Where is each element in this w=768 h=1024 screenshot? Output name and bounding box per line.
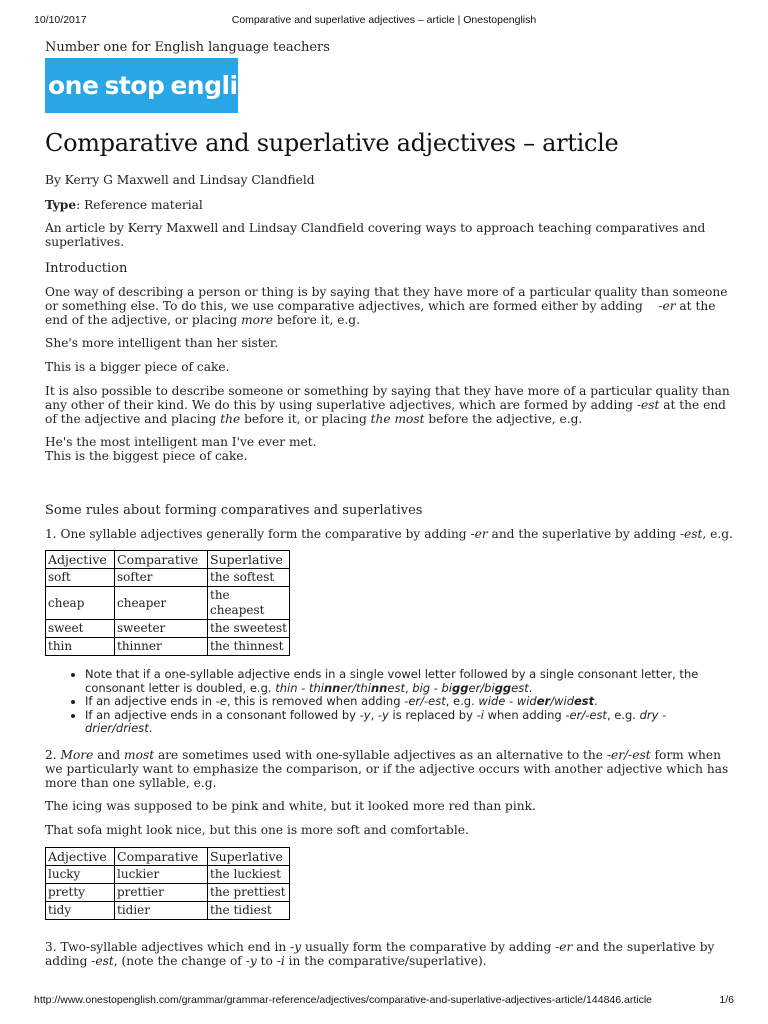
text: er/thi	[340, 680, 371, 695]
logo-word-stop: stop	[104, 71, 165, 100]
text: is replaced by	[392, 707, 473, 722]
text: ,	[404, 680, 409, 695]
comparison-table-1	[45, 550, 290, 656]
text: before the adjective, e.g.	[428, 412, 583, 426]
rule-3	[45, 940, 735, 968]
rule-notes-list	[45, 668, 735, 736]
example-thin	[275, 681, 405, 695]
text: before it, e.g.	[276, 313, 360, 327]
text: est	[574, 694, 595, 708]
text: are sometimes used with one-syllable adjectives as an alternative to the	[157, 747, 603, 762]
example-sentence: This is the biggest piece of cake.	[45, 449, 248, 463]
text: usually form the comparative by adding	[304, 939, 552, 954]
table-row	[46, 620, 290, 638]
text: and the superlative by adding	[491, 527, 677, 541]
type-value: : Reference material	[76, 198, 203, 212]
text: It is also possible to describe someone or something by saying that they have more of a particular quality than any other of their kind. We do this by using superlative adjectives, which are formed by adding	[45, 384, 730, 412]
text: before it, or placing	[244, 412, 367, 426]
print-header	[34, 14, 734, 28]
text: nn	[371, 680, 388, 695]
text: and the superlative by adding	[45, 939, 715, 968]
article-byline: By Kerry G Maxwell and Lindsay Clandfield	[45, 173, 315, 187]
table-row	[46, 587, 290, 620]
text: .	[148, 721, 153, 735]
text: nn	[323, 680, 341, 695]
table-cell: lucky	[46, 865, 115, 883]
intro-paragraph-2	[45, 384, 735, 426]
print-date: 10/10/2017	[34, 14, 87, 26]
example-sentence: That sofa might look nice, but this one is more soft and comfortable.	[45, 822, 469, 837]
article-type	[45, 198, 735, 212]
intro-heading: Introduction	[45, 261, 128, 276]
text: ,	[370, 707, 375, 722]
logo-word-one: one	[48, 71, 99, 100]
word-more: more	[241, 313, 274, 327]
table-row	[46, 865, 290, 883]
text: gg	[452, 680, 469, 695]
suffix-i: -i	[276, 953, 285, 968]
suffix-y: -y	[245, 953, 257, 968]
suffix-er: -er	[470, 527, 488, 541]
example-dry: dry - drier/driest	[85, 707, 667, 735]
text: If an adjective ends in	[85, 694, 213, 708]
example-sentence: He's the most intelligent man I've ever met.	[45, 435, 317, 449]
suffix-er: -er	[658, 299, 676, 313]
table-cell: pretty	[46, 883, 115, 901]
column-header-comparative: Comparative	[115, 847, 208, 865]
suffix-i: -i	[476, 707, 484, 722]
logo-word-english: english	[170, 71, 270, 100]
table-cell: sweeter	[115, 620, 208, 638]
text: gg	[494, 680, 512, 695]
example-sentence: This is a bigger piece of cake.	[45, 360, 230, 374]
text: when adding	[487, 707, 562, 722]
print-footer	[34, 994, 734, 1008]
rule-1	[45, 527, 735, 541]
text: , e.g.	[445, 694, 475, 708]
column-header-comparative: Comparative	[115, 551, 208, 569]
text: Note that if a one-syllable adjective ends in a single vowel letter followed by a single consonant letter, the consonant letter is doubled, e.g.	[85, 667, 699, 695]
column-header-adjective: Adjective	[46, 847, 115, 865]
print-page-title: Comparative and superlative adjectives – article | Onestopenglish	[231, 14, 537, 26]
column-header-adjective: Adjective	[46, 551, 115, 569]
suffix-er-est: -er/-est	[606, 747, 651, 762]
rule-2	[45, 748, 735, 790]
table-cell: tidy	[46, 901, 115, 919]
list-item	[85, 668, 735, 695]
table-header-row	[46, 847, 290, 865]
example-wide	[478, 694, 594, 708]
print-page-number: 1/6	[719, 994, 734, 1006]
intro-paragraph-1	[45, 285, 735, 327]
text: 3. Two-syllable adjectives which end in	[45, 939, 287, 954]
text: , this is removed when adding	[226, 694, 401, 708]
table-cell: thinner	[115, 638, 208, 656]
text: , e.g.	[702, 527, 733, 541]
table-cell: prettier	[115, 883, 208, 901]
example-sentence: The icing was supposed to be pink and white, but it looked more red than pink.	[45, 798, 536, 813]
table-cell: the tidiest	[208, 901, 290, 919]
list-item	[85, 709, 735, 736]
text: in the comparative/superlative).	[288, 953, 487, 968]
text: est	[511, 680, 529, 695]
table-cell: the luckiest	[208, 865, 290, 883]
examples-block	[45, 435, 735, 463]
example-sentence: She's more intelligent than her sister.	[45, 336, 279, 350]
suffix-er-est: -er/-est	[565, 707, 607, 722]
word-the-most: the most	[370, 412, 425, 426]
type-label: Type	[45, 198, 77, 212]
table-cell: the prettiest	[208, 883, 290, 901]
word-the: the	[220, 412, 241, 426]
rules-heading: Some rules about forming comparatives and superlatives	[45, 503, 423, 518]
suffix-y: -y	[290, 939, 302, 954]
text: 1. One syllable adjectives generally form the comparative by adding	[45, 527, 467, 541]
table-cell: the thinnest	[208, 638, 290, 656]
table-row	[46, 883, 290, 901]
table-cell: the sweetest	[208, 620, 290, 638]
text: , (note the change of	[113, 953, 242, 968]
table-cell: sweet	[46, 620, 115, 638]
text: thin - thi	[275, 680, 324, 695]
text: at the end of the adjective, or placing	[45, 299, 716, 327]
text: One way of describing a person or thing is by saying that they have more of a particular quality than someone or something else. To do this, we use comparative adjectives, which are formed either by adding	[45, 285, 728, 313]
table-cell: luckier	[115, 865, 208, 883]
text: .	[594, 694, 598, 708]
suffix-est: -est	[679, 527, 703, 541]
word-most: most	[124, 747, 155, 762]
table-cell: thin	[46, 638, 115, 656]
text: If an adjective ends in a consonant followed by	[85, 707, 356, 722]
table-row	[46, 638, 290, 656]
article-summary: An article by Kerry Maxwell and Lindsay Clandfield covering ways to approach teaching comparatives and superlatives.	[45, 221, 706, 249]
site-tagline: Number one for English language teachers	[45, 40, 330, 55]
suffix-est: -est	[636, 398, 660, 412]
text: and	[97, 747, 121, 762]
text: big - bi	[412, 680, 453, 695]
column-header-superlative: Superlative	[208, 847, 290, 865]
table-row	[46, 901, 290, 919]
text: , e.g.	[606, 707, 636, 722]
comparison-table-2	[45, 847, 290, 920]
text: form when we particularly want to emphasize the comparison, or if the adjective occurs with another adjective which has more than one syllable, e.g.	[45, 747, 729, 790]
table-cell: tidier	[115, 901, 208, 919]
text: est	[387, 680, 405, 695]
article-content	[45, 40, 735, 977]
list-item	[85, 695, 735, 709]
article-title: Comparative and superlative adjectives – article	[45, 129, 619, 157]
suffix-y: -y	[359, 707, 371, 722]
text: /wid	[550, 694, 574, 708]
suffix-er: -er	[555, 939, 573, 954]
text: to	[260, 953, 273, 968]
example-big	[412, 681, 528, 695]
suffix-er-est: -er/-est	[404, 694, 446, 708]
text: at the end of the adjective and placing	[45, 398, 726, 426]
table-cell: cheap	[46, 587, 115, 620]
table-cell: softer	[115, 569, 208, 587]
text: 2.	[45, 747, 57, 762]
table-row	[46, 569, 290, 587]
word-more: More	[60, 747, 94, 762]
suffix-y: -y	[377, 707, 389, 722]
column-header-superlative: Superlative	[208, 551, 290, 569]
table-cell: the softest	[208, 569, 290, 587]
text: er	[536, 694, 551, 708]
table-cell: the cheapest	[208, 587, 290, 620]
table-cell: cheaper	[115, 587, 208, 620]
text: wide - wid	[478, 694, 537, 708]
table-cell: soft	[46, 569, 115, 587]
table-header-row	[46, 551, 290, 569]
suffix-est: -est	[91, 953, 114, 968]
text: er/bi	[468, 680, 495, 695]
text: .	[528, 680, 533, 695]
print-url[interactable]: http://www.onestopenglish.com/grammar/grammar-reference/adjectives/comparative-and-superlative-adjectives-article/144846.article	[34, 994, 653, 1006]
suffix-e: -e	[215, 694, 227, 708]
onestopenglish-logo[interactable]	[45, 58, 270, 113]
